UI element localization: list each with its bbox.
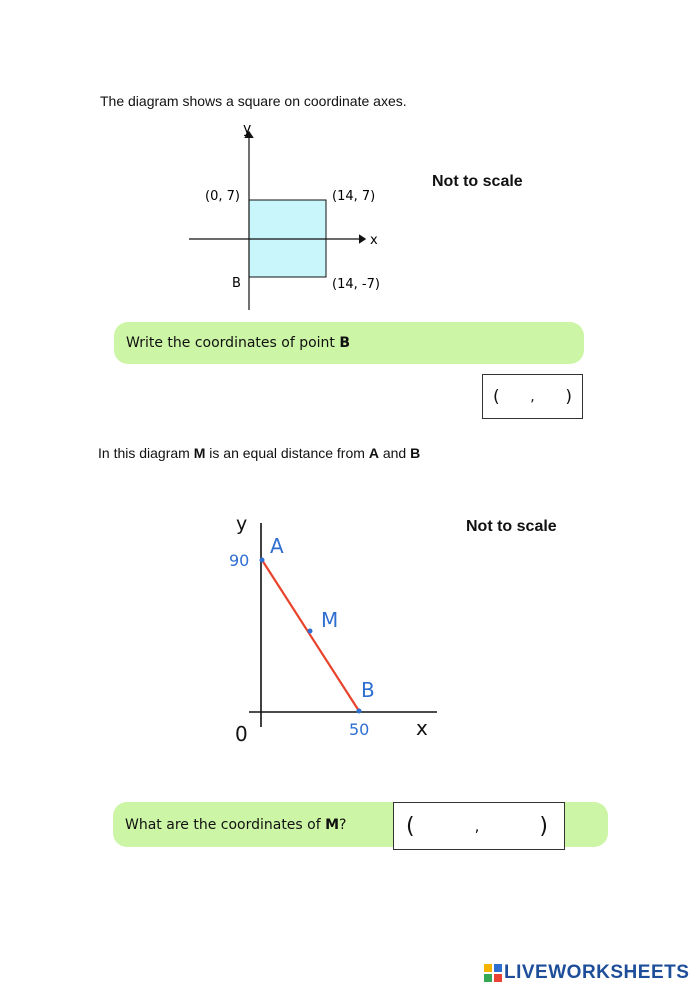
question1-not-to-scale: Not to scale bbox=[432, 173, 523, 190]
label-point-b: B bbox=[232, 276, 241, 291]
label-bottom-right: (14, -7) bbox=[332, 277, 380, 292]
q2-intro-m: M bbox=[193, 445, 206, 461]
q2-intro-part5: and bbox=[378, 445, 411, 461]
y-value-label: 90 bbox=[229, 551, 250, 570]
liveworksheets-logo bbox=[484, 962, 689, 984]
point-b-dot bbox=[357, 709, 362, 714]
question1-intro: The diagram shows a square on coordinate axes. bbox=[100, 93, 407, 109]
question2-answer-box bbox=[393, 802, 565, 850]
point-b-label: B bbox=[361, 678, 375, 702]
q2-comma: , bbox=[474, 817, 480, 835]
label-top-right: (14, 7) bbox=[332, 189, 376, 204]
question2-prompt-end: ? bbox=[339, 816, 347, 833]
q1-x-input[interactable] bbox=[506, 388, 524, 406]
square-diagram bbox=[175, 120, 395, 315]
question1-prompt-bold: B bbox=[339, 335, 351, 351]
point-a-dot bbox=[260, 558, 265, 563]
segment-ab bbox=[262, 560, 359, 711]
x-axis-label: x bbox=[416, 716, 428, 740]
q2-x-input[interactable] bbox=[425, 817, 465, 835]
question1-prompt bbox=[114, 322, 584, 364]
q2-intro-part3: is an equal distance from bbox=[205, 445, 369, 461]
x-axis-label: x bbox=[370, 233, 378, 248]
point-m-label: M bbox=[321, 608, 339, 632]
point-m-dot bbox=[308, 629, 313, 634]
y-axis-label: y bbox=[236, 513, 248, 535]
question2-prompt-text: What are the coordinates of bbox=[125, 816, 326, 833]
q2-intro-b: B bbox=[410, 445, 421, 461]
y-axis-label: y bbox=[243, 121, 252, 137]
q1-y-input[interactable] bbox=[541, 388, 559, 406]
question1-prompt-text: Write the coordinates of point bbox=[126, 335, 340, 351]
question2-not-to-scale: Not to scale bbox=[466, 518, 557, 535]
logo-grid-icon bbox=[484, 964, 502, 982]
q2-intro-part1: In this diagram bbox=[98, 445, 194, 461]
label-top-left: (0, 7) bbox=[205, 189, 240, 204]
q1-close-paren: ) bbox=[565, 386, 572, 407]
q1-comma: , bbox=[530, 388, 535, 405]
origin-label: 0 bbox=[235, 722, 248, 745]
logo-text: LIVEWORKSHEETS bbox=[504, 962, 690, 983]
q2-open-paren: ( bbox=[406, 813, 415, 839]
line-diagram bbox=[215, 505, 455, 745]
q2-intro-a: A bbox=[368, 445, 379, 461]
question2-prompt-bold: M bbox=[325, 816, 340, 833]
q2-close-paren: ) bbox=[539, 813, 548, 839]
q1-open-paren: ( bbox=[493, 386, 500, 407]
q2-y-input[interactable] bbox=[489, 817, 529, 835]
question1-answer-box bbox=[482, 374, 583, 419]
x-value-label: 50 bbox=[349, 720, 370, 739]
point-a-label: A bbox=[270, 534, 284, 558]
question2-intro bbox=[98, 445, 420, 461]
